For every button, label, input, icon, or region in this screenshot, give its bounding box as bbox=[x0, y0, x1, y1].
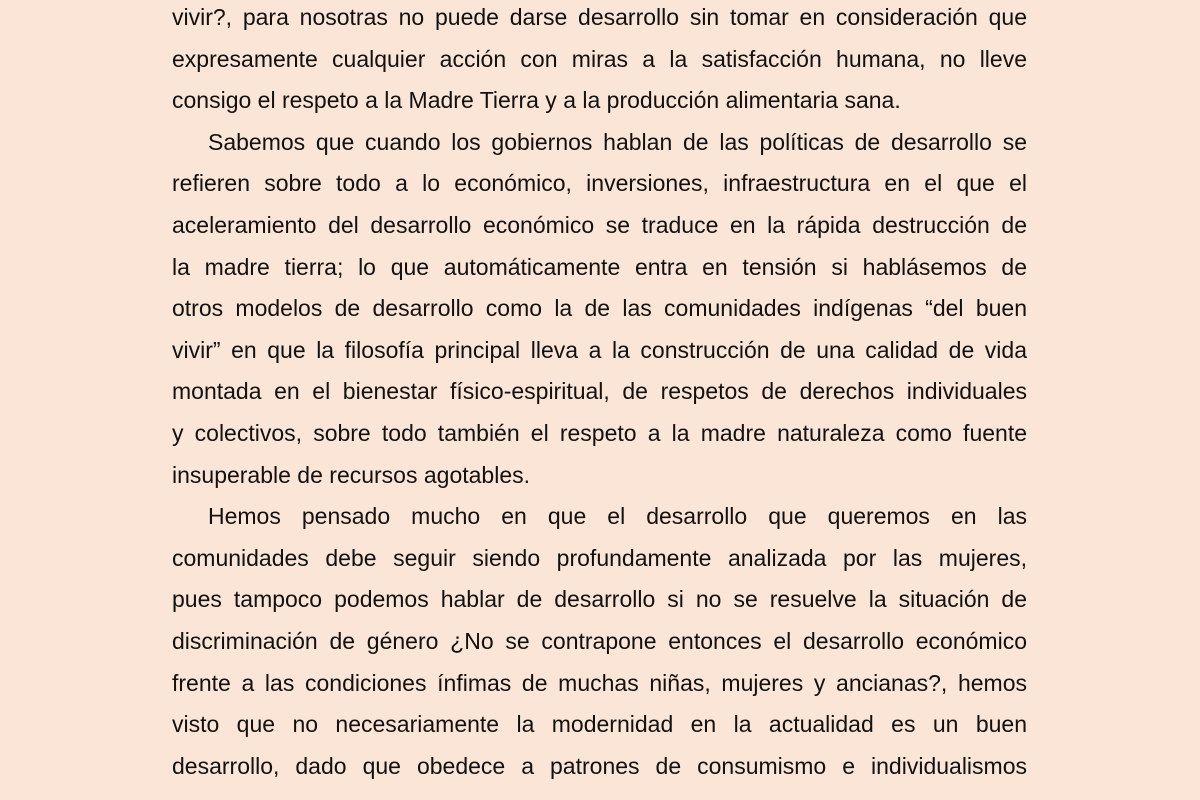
text-line: expresamente cualquier acción con miras a la satisfacción humana, no lleve bbox=[172, 45, 1027, 72]
text-line: vivir” en que la filosofía principal lleva a la construcción de una calidad de vida bbox=[172, 336, 1027, 363]
text-line: Hemos pensado mucho en que el desarrollo que queremos en las bbox=[208, 503, 1027, 530]
text-line: insuperable de recursos agotables. bbox=[172, 461, 531, 488]
text-line: consigo el respeto a la Madre Tierra y a la producción alimentaria sana. bbox=[172, 87, 901, 114]
document-body bbox=[172, 0, 1027, 787]
text-line: comunidades debe seguir siendo profundamente analizada por las mujeres, bbox=[172, 544, 1027, 571]
text-line: visto que no necesariamente la modernidad en la actualidad es un buen bbox=[172, 711, 1027, 738]
text-line: otros modelos de desarrollo como la de las comunidades indígenas “del buen bbox=[172, 295, 1027, 322]
text-line: pues tampoco podemos hablar de desarrollo si no se resuelve la situación de bbox=[172, 586, 1027, 613]
text-line: vivir?, para nosotras no puede darse desarrollo sin tomar en consideración que bbox=[172, 4, 1027, 30]
text-line: discriminación de género ¿No se contrapone entonces el desarrollo económico bbox=[172, 627, 1027, 654]
text-line: aceleramiento del desarrollo económico se traduce en la rápida destrucción de bbox=[172, 211, 1027, 238]
paragraph bbox=[172, 122, 1027, 496]
text-line: Sabemos que cuando los gobiernos hablan de las políticas de desarrollo se bbox=[208, 128, 1027, 155]
text-line: frente a las condiciones ínfimas de muchas niñas, mujeres y ancianas?, hemos bbox=[172, 669, 1027, 696]
text-line: la madre tierra; lo que automáticamente entra en tensión si hablásemos de bbox=[172, 253, 1027, 280]
text-line: montada en el bienestar físico-espiritual, de respetos de derechos individuales bbox=[172, 378, 1027, 405]
text-line: y colectivos, sobre todo también el respeto a la madre naturaleza como fuente bbox=[172, 419, 1027, 446]
text-line: desarrollo, dado que obedece a patrones de consumismo e individualismos bbox=[172, 752, 1027, 779]
text-line: refieren sobre todo a lo económico, inversiones, infraestructura en el que el bbox=[172, 170, 1027, 197]
paragraph bbox=[172, 0, 1027, 122]
paragraph bbox=[172, 496, 1027, 787]
